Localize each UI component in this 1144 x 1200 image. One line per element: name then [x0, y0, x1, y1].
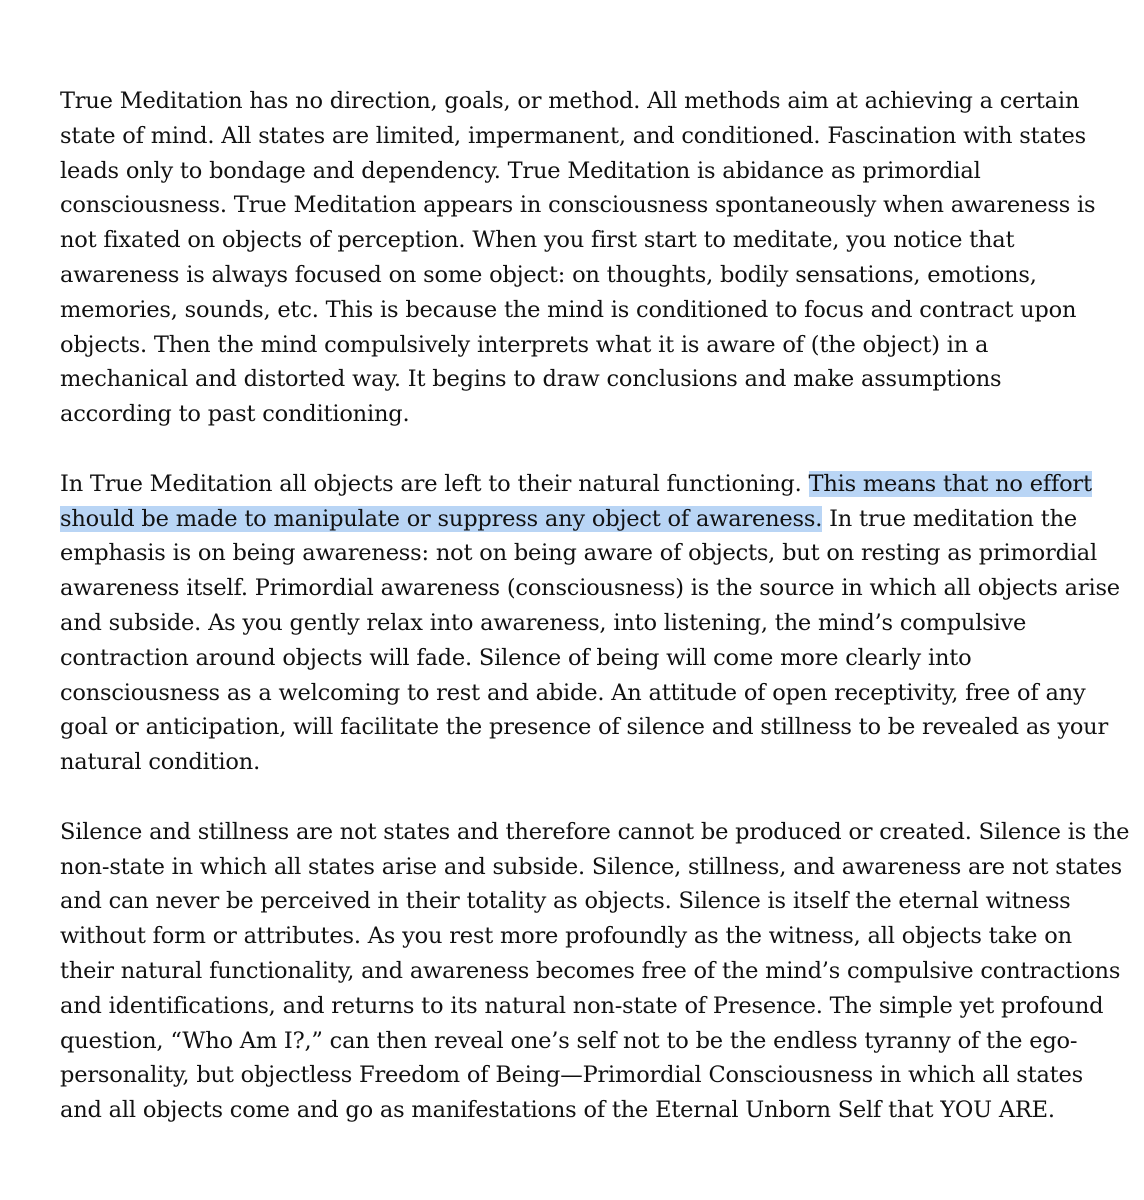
paragraph-1 — [60, 84, 1100, 432]
paragraph-gap — [60, 432, 1100, 467]
text-line: True Meditation has no direction, goals, or method. All methods aim at achieving a certain — [60, 88, 1080, 114]
text-line: contraction around objects will fade. Silence of being will come more clearly into — [60, 644, 972, 671]
text-line: natural condition. — [60, 749, 261, 776]
text-segment: In True Meditation all objects are left to their natural functioning. — [60, 470, 809, 497]
text-line: and all objects come and go as manifestations of the Eternal Unborn Self that YOU ARE. — [60, 1097, 1055, 1124]
highlighted-selection[interactable]: should be made to manipulate or suppress any object of awareness. — [60, 505, 823, 532]
text-line — [60, 502, 1100, 537]
text-line — [60, 467, 1100, 502]
document-text — [60, 84, 1130, 1128]
text-line: question, “Who Am I?,” can then reveal one’s self not to be the endless tyranny of the ego- — [60, 1027, 1078, 1054]
text-line: and subside. As you gently relax into awareness, into listening, the mind’s compulsive — [60, 609, 1027, 636]
text-line: personality, but objectless Freedom of Being—Primordial Consciousness in which all states — [60, 1062, 1083, 1089]
text-line: state of mind. All states are limited, impermanent, and conditioned. Fascination with states — [60, 122, 1086, 149]
text-line: goal or anticipation, will facilitate the presence of silence and stillness to be revealed as your — [60, 714, 1109, 741]
text-line: consciousness. True Meditation appears in consciousness spontaneously when awareness is — [60, 192, 1096, 219]
text-line: according to past conditioning. — [60, 401, 410, 428]
text-line: emphasis is on being awareness: not on being aware of objects, but on resting as primordial — [60, 540, 1097, 567]
text-line: objects. Then the mind compulsively interprets what it is aware of (the object) in a — [60, 331, 989, 358]
text-line: awareness itself. Primordial awareness (consciousness) is the source in which all objects arise — [60, 575, 1120, 602]
text-line: mechanical and distorted way. It begins to draw conclusions and make assumptions — [60, 366, 1002, 393]
text-line: consciousness as a welcoming to rest and abide. An attitude of open receptivity, free of any — [60, 679, 1086, 706]
text-line: and identifications, and returns to its natural non-state of Presence. The simple yet profound — [60, 992, 1104, 1019]
text-segment: In true meditation the — [822, 505, 1077, 532]
highlighted-selection[interactable]: This means that no effort — [808, 470, 1092, 497]
text-line: without form or attributes. As you rest more profoundly as the witness, all objects take on — [60, 923, 1072, 950]
text-line: memories, sounds, etc. This is because the mind is conditioned to focus and contract upon — [60, 296, 1077, 323]
paragraph-gap — [60, 780, 1100, 815]
paragraph-3 — [60, 815, 1130, 1128]
text-line: and can never be perceived in their totality as objects. Silence is itself the eternal witness — [60, 888, 1071, 915]
text-line: leads only to bondage and dependency. True Meditation is abidance as primordial — [60, 157, 981, 184]
text-line: non-state in which all states arise and subside. Silence, stillness, and awareness are not states — [60, 853, 1122, 880]
text-line: not fixated on objects of perception. When you first start to meditate, you notice that — [60, 227, 1015, 254]
text-line: Silence and stillness are not states and therefore cannot be produced or created. Silence is the — [60, 818, 1130, 845]
paragraph-2 — [60, 467, 1120, 780]
text-line: awareness is always focused on some object: on thoughts, bodily sensations, emotions, — [60, 261, 1037, 288]
text-line: their natural functionality, and awareness becomes free of the mind’s compulsive contractions — [60, 957, 1121, 984]
